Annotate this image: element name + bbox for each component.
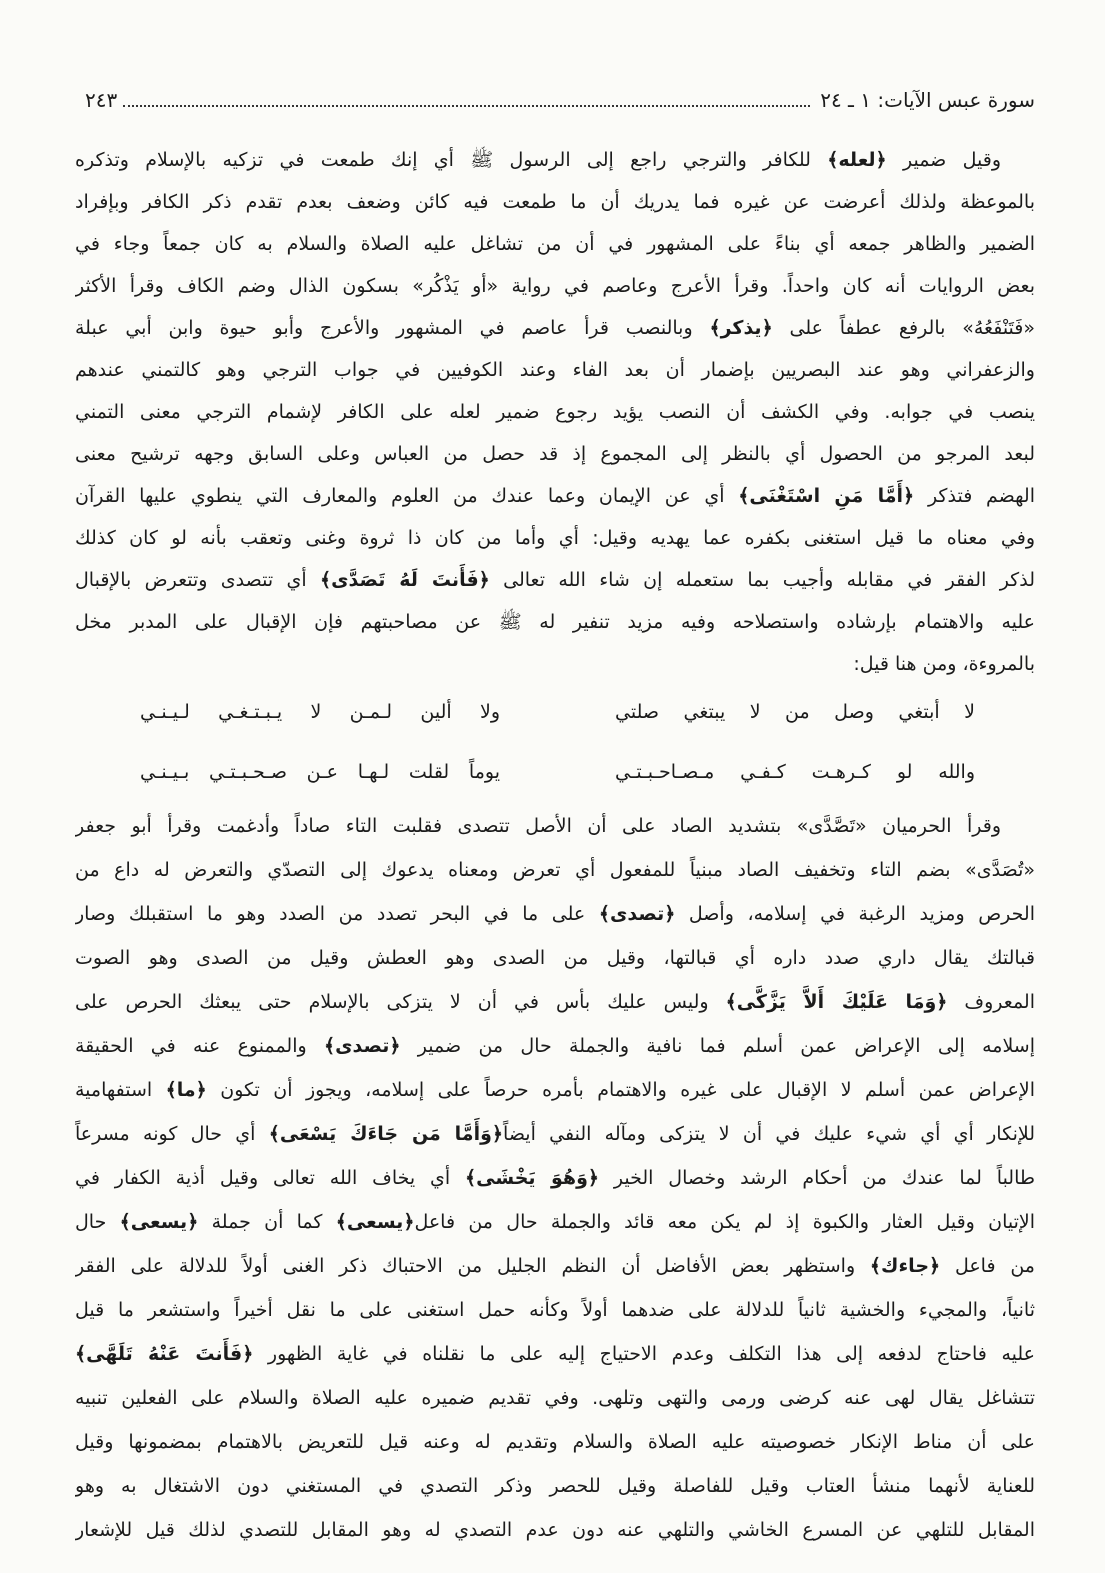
quran-quote: ﴿تصدى﴾ — [323, 1035, 401, 1057]
text-line: الهضم فتذكر ﴿أَمَّا مَنِ اسْتَغْنَى﴾ أي عن الإيمان وعما عندك من العلوم والمعارف التي ينطوي عليها القرآن — [75, 485, 1035, 507]
quran-quote: ﴿وَمَا عَلَيْكَ أَلاَّ يَزَّكَّى﴾ — [725, 991, 948, 1013]
quran-quote: ﴿جاءك﴾ — [869, 1255, 941, 1277]
verse-first-hemistich: لا أبتغي وصل من لا يبتغي صلتي — [615, 701, 975, 723]
text-line: وقرأ الحرميان «تَصَّدَّى» بتشديد الصاد على أن الأصل تتصدى فقلبت التاء صاداً وأدغمت وقرأ أبو جعفر — [75, 815, 1001, 837]
paragraph-1 — [75, 139, 1035, 685]
poem-verse — [75, 752, 1035, 792]
poem — [75, 692, 1035, 792]
poem-verse — [75, 692, 1035, 732]
text-line: الحرص ومزيد الرغبة في إسلامه، وأصل ﴿تصدى﴾ على ما في البحر تصدد من الصدد وهو ما استقبلك وصار — [75, 903, 1035, 925]
quran-quote: ﴿ما﴾ — [165, 1079, 207, 1101]
quran-quote: ﴿يسعى﴾ — [335, 1211, 415, 1233]
text-line: المعروف ﴿وَمَا عَلَيْكَ أَلاَّ يَزَّكَّى﴾ وليس عليك بأس في أن لا يتزكى بالإسلام حتى يبعثك الحرص على — [75, 991, 1035, 1013]
page-number: ٢٤٣ — [85, 88, 118, 112]
text-line: الإتيان وقيل العثار والكبوة إذ لم يكن معه قائد والجملة حال من فاعل﴿يسعى﴾ كما أن جملة ﴿يسعى﴾ حال — [75, 1211, 1035, 1233]
text-line: بعض الروايات أنه كان واحداً. وقرأ الأعرج وعاصم في رواية «أو يَذْكُر» بسكون الذال وضم الكاف وقرأ الأكثر — [75, 275, 1035, 297]
quran-quote: ﴿فَأَنتَ لَهُ تَصَدَّى﴾ — [319, 569, 490, 591]
text-line: للعناية لأنهما منشأ العتاب وقيل للفاصلة وقيل للحصر وذكر التصدي في المستغني دون الاشتغال به وهو — [75, 1475, 1035, 1497]
text-line: عليه فاحتاج لدفعه إلى هذا التكلف وعدم الاحتياج إليه على ما نقلناه في غاية الظهور ﴿فَأَنتَ عَنْهُ تَلَهَّى﴾ — [75, 1343, 1035, 1365]
text-line: إسلامه إلى الإعراض عمن أسلم فما نافية والجملة حال من ضمير ﴿تصدى﴾ والممنوع عنه في الحقيقة — [75, 1035, 1035, 1057]
text-line: بالمروءة، ومن هنا قيل: — [853, 653, 1035, 675]
quran-quote: ﴿أَمَّا مَنِ اسْتَغْنَى﴾ — [738, 485, 915, 507]
text-line: لبعد المرجو من الحصول أي بالنظر إلى المجموع إذ قد حصل من العباس وعلى السابق وجهه ترشيح معنى — [75, 443, 1035, 465]
text-line: وفي معناه ما قيل استغنى بكفره عما يهديه وقيل: أي وأما من كان ذا ثروة وغنى وتعقب بأنه لو كان كذلك — [75, 527, 1035, 549]
quran-quote: ﴿فَأَنتَ عَنْهُ تَلَهَّى﴾ — [75, 1343, 254, 1365]
chapter-title: سورة عبس الآيات: ١ ـ ٢٤ — [820, 88, 1035, 112]
text-line: «فَتَنْفَعُهُ» بالرفع عطفاً على ﴿يذكر﴾ وبالنصب قرأ عاصم في المشهور والأعرج وأبو حيوة وابن أبي عبلة — [75, 317, 1035, 339]
text-line: ينصب في جوابه. وفي الكشف أن النصب يؤيد رجوع ضمير لعله على الكافر لإشمام الترجي معنى التمني — [75, 401, 1035, 423]
text-line: تتشاغل يقال لهى عنه كرضى ورمى والتهى وتلهى. وفي تقديم ضميره عليه الصلاة والسلام على الفعلين تنبيه — [75, 1387, 1035, 1409]
text-line: طالباً لما عندك من أحكام الرشد وخصال الخير ﴿وَهُوَ يَخْشَى﴾ أي يخاف الله تعالى وقيل أذية الكفار في — [75, 1167, 1035, 1189]
quran-quote: ﴿يسعى﴾ — [119, 1211, 199, 1233]
text-line: قبالتك يقال داري صدد داره أي قبالتها، وقيل من الصدى وهو العطش وقيل من الصدى وهو الصوت — [75, 947, 1035, 969]
text-line: الضمير والظاهر جمعه أي بناءً على المشهور في أن من تشاغل عليه الصلاة والسلام به كان جمعاً وجاء في — [75, 233, 1035, 255]
quran-quote: ﴿يذكر﴾ — [709, 317, 773, 339]
text-line: وقيل ضمير ﴿لعله﴾ للكافر والترجي راجع إلى الرسول ﷺ أي إنك طمعت في تزكيه بالإسلام وتذكره — [75, 149, 1001, 171]
text-line: للإنكار أي أي شيء عليك في أن لا يتزكى ومآله النفي أيضاً﴿وَأَمَّا مَن جَاءَكَ يَسْعَى﴾ أي حال كونه مسرعاً — [75, 1123, 1035, 1145]
text-line: لذكر الفقر في مقابله وأجيب بما ستعمله إن شاء الله تعالى ﴿فَأَنتَ لَهُ تَصَدَّى﴾ أي تتصدى وتتعرض بالإقبال — [75, 569, 1035, 591]
text-line: على أن مناط الإنكار خصوصيته عليه الصلاة والسلام وتقديم له وعنه قيل للتعريض بالاهتمام بمضمونها وقيل — [75, 1431, 1035, 1453]
quran-quote: ﴿وَأَمَّا مَن جَاءَكَ يَسْعَى﴾ — [268, 1123, 504, 1145]
paragraph-2 — [75, 804, 1035, 1552]
text-line: من فاعل ﴿جاءك﴾ واستظهر بعض الأفاضل أن النظم الجليل من الاحتباك ذكر الغنى أولاً للدلالة على الفقر — [75, 1255, 1035, 1277]
text-line: عليه والاهتمام بإرشاده واستصلاحه وفيه مزيد تنفير له ﷺ عن مصاحبتهم فإن الإقبال على المدبر مخل — [75, 611, 1035, 633]
verse-first-hemistich: والله لو كـرهـت كـفـي مـصـاحـبـتـي — [615, 761, 975, 783]
text-line: والزعفراني وهو عند البصريين بإضمار أن بعد الفاء وعند الكوفيين في جواب الترجي وهو كالتمني عندهم — [75, 359, 1035, 381]
text-line: الإعراض عمن أسلم لا الإقبال على غيره والاهتمام بأمره حرصاً على إسلامه، ويجوز أن تكون ﴿ما﴾ استفهامية — [75, 1079, 1035, 1101]
text-line: المقابل للتلهي عن المسرع الخاشي والتلهي عنه دون عدم التصدي له وهو المقابل للتصدي لذلك قيل للإشعار — [75, 1519, 1035, 1541]
quran-quote: ﴿وَهُوَ يَخْشَى﴾ — [465, 1167, 600, 1189]
dotted-leader — [123, 105, 810, 107]
verse-second-hemistich: يوماً لقلت لـهـا عـن صـحـبـتـي بـيـنـي — [140, 761, 500, 783]
text-line: بالموعظة ولذلك أعرضت عن غيره فما يدريك أن ما طمعت فيه كائن وضعف بعدم تقدم ذكر الكافر وبإفراد — [75, 191, 1035, 213]
running-header — [85, 84, 1035, 116]
verse-second-hemistich: ولا ألين لـمـن لا يـبـتـغـي لـيـنـي — [140, 701, 500, 723]
text-line: «تُصَدَّى» بضم التاء وتخفيف الصاد مبنياً للمفعول أي تعرض ومعناه يدعوك إلى التصدّي والتعرض له داع من — [75, 859, 1035, 881]
quran-quote: ﴿تصدى﴾ — [598, 903, 676, 925]
text-line: ثانياً، والمجيء والخشية ثانياً للدلالة على ضدهما أولاً وكأنه حمل استغنى على ما نقل أخيراً واستشعر ما قيل — [75, 1299, 1035, 1321]
quran-quote: ﴿لعله﴾ — [827, 149, 887, 171]
